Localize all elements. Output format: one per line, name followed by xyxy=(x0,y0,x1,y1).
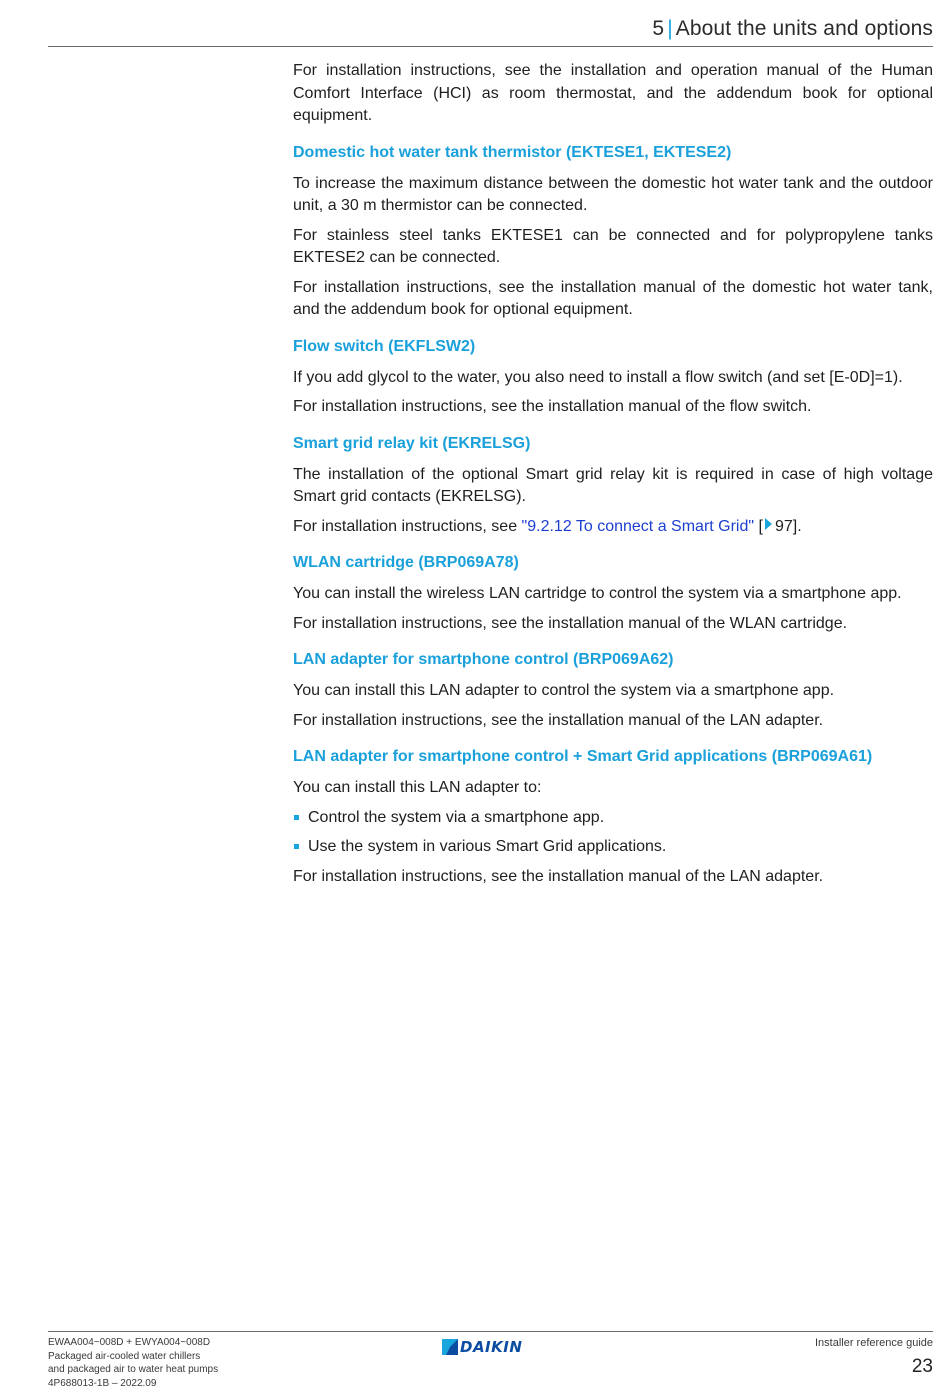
model-line: EWAA004~008D + EWYA004~008D xyxy=(48,1336,218,1350)
daikin-logo-icon xyxy=(440,1337,460,1357)
page-arrow-icon xyxy=(765,518,772,530)
intro-paragraph: For installation instructions, see the installation and operation manual of the Human Comfort Interface (HCI) as room thermostat, and the addendum book for optional equipment. xyxy=(293,60,933,128)
cross-reference-paragraph xyxy=(293,516,933,539)
paragraph: For stainless steel tanks EKTESE1 can be connected and for polypropylene tanks EKTESE2 can be connected. xyxy=(293,225,933,270)
page-number: 23 xyxy=(815,1354,933,1380)
paragraph: For installation instructions, see the installation manual of the LAN adapter. xyxy=(293,710,933,733)
reference-prefix: For installation instructions, see xyxy=(293,518,522,535)
paragraph: For installation instructions, see the installation manual of the domestic hot water tank, and the addendum book for optional equipment. xyxy=(293,277,933,322)
section-heading-dhw-thermistor: Domestic hot water tank thermistor (EKTESE1, EKTESE2) xyxy=(293,142,933,164)
list-item-text: Use the system in various Smart Grid applications. xyxy=(308,838,666,855)
section-heading-lan-adapter-smart-grid: LAN adapter for smartphone control + Smart Grid applications (BRP069A61) xyxy=(293,746,933,768)
main-content xyxy=(293,60,933,895)
chapter-heading xyxy=(652,17,933,40)
paragraph: To increase the maximum distance between the domestic hot water tank and the outdoor unit, a 30 m thermistor can be connected. xyxy=(293,173,933,218)
section-heading-smart-grid-relay: Smart grid relay kit (EKRELSG) xyxy=(293,433,933,455)
guide-label: Installer reference guide xyxy=(815,1336,933,1350)
paragraph: If you add glycol to the water, you also need to install a flow switch (and set [E-0D]=1). xyxy=(293,367,933,390)
list-item xyxy=(293,836,933,859)
reference-page: 97 xyxy=(775,518,793,535)
bullet-square-icon xyxy=(294,844,299,849)
bullet-square-icon xyxy=(294,815,299,820)
paragraph: For installation instructions, see the installation manual of the flow switch. xyxy=(293,396,933,419)
list-item xyxy=(293,807,933,830)
page-header xyxy=(48,14,933,47)
chapter-separator: | xyxy=(664,17,676,40)
chapter-title: About the units and options xyxy=(676,17,933,40)
product-line-1: Packaged air-cooled water chillers xyxy=(48,1350,218,1364)
product-line-2: and packaged air to water heat pumps xyxy=(48,1363,218,1377)
section-heading-wlan-cartridge: WLAN cartridge (BRP069A78) xyxy=(293,552,933,574)
document-code: 4P688013-1B – 2022.09 xyxy=(48,1377,218,1390)
smart-grid-link[interactable]: "9.2.12 To connect a Smart Grid" xyxy=(522,518,755,535)
paragraph: For installation instructions, see the installation manual of the WLAN cartridge. xyxy=(293,613,933,636)
chapter-number: 5 xyxy=(652,17,664,40)
list-item-text: Control the system via a smartphone app. xyxy=(308,809,604,826)
section-heading-flow-switch: Flow switch (EKFLSW2) xyxy=(293,336,933,358)
bullet-list xyxy=(293,807,933,859)
reference-open: [ xyxy=(754,518,763,535)
footer-right-block xyxy=(815,1336,933,1380)
paragraph: For installation instructions, see the installation manual of the LAN adapter. xyxy=(293,866,933,889)
logo-wordmark: DAIKIN xyxy=(460,1338,522,1356)
paragraph: You can install this LAN adapter to control the system via a smartphone app. xyxy=(293,680,933,703)
paragraph: The installation of the optional Smart grid relay kit is required in case of high voltage Smart grid contacts (EKRELSG). xyxy=(293,464,933,509)
paragraph: You can install the wireless LAN cartridge to control the system via a smartphone app. xyxy=(293,583,933,606)
reference-close: ]. xyxy=(793,518,802,535)
section-heading-lan-adapter: LAN adapter for smartphone control (BRP069A62) xyxy=(293,649,933,671)
page-footer xyxy=(48,1331,933,1388)
document-info xyxy=(48,1336,218,1390)
paragraph: You can install this LAN adapter to: xyxy=(293,777,933,800)
daikin-logo xyxy=(440,1337,540,1359)
